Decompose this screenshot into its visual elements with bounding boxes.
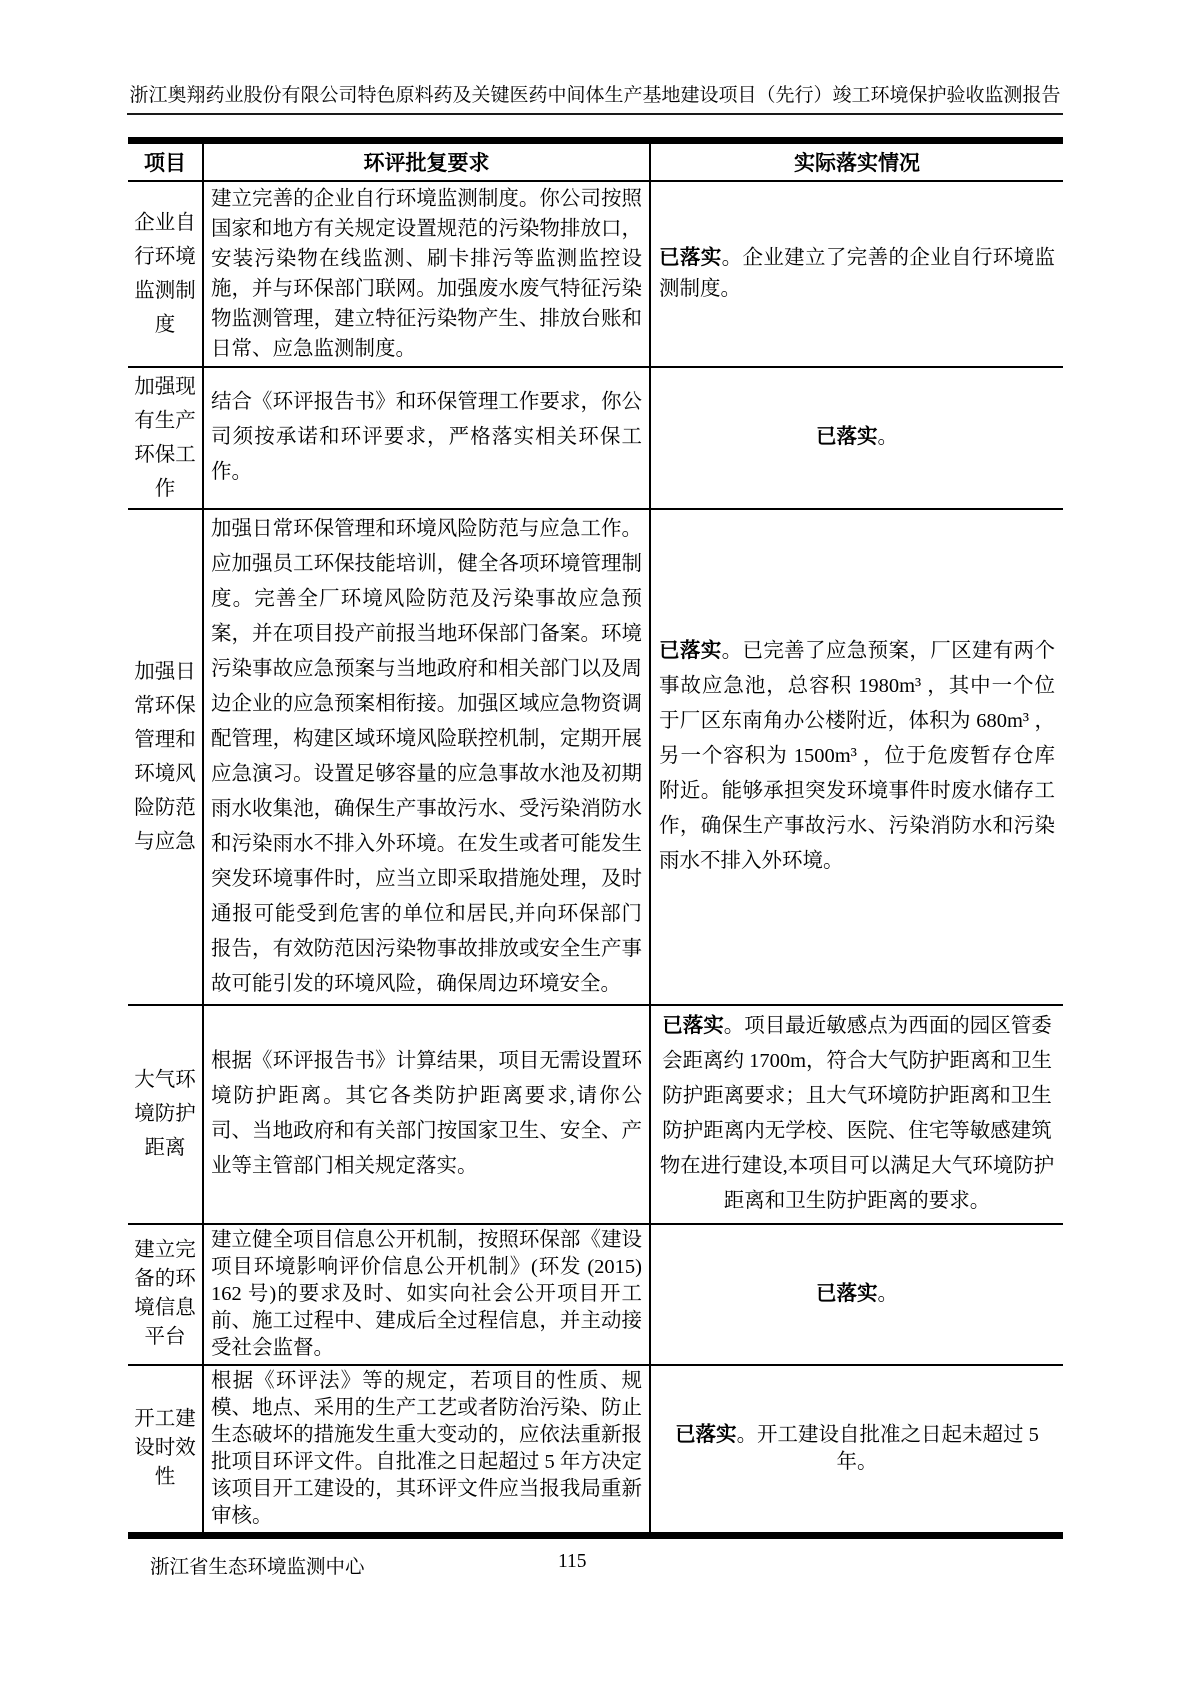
requirement-cell: 建立完善的企业自行环境监测制度。你公司按照国家和地方有关规定设置规范的污染物排放口，安装污染物在线监测、刷卡排污等监测监控设施，并与环保部门联网。加强废水废气特征污染物监测管理，建立特征污染物产生、排放台账和日常、应急监测制度。 bbox=[203, 181, 650, 367]
status-detail: 。已完善了应急预案，厂区建有两个事故应急池，总容积 1980m³ ，其中一个位于厂区东南角办公楼附近，体积为 680m³ ，另一个容积为 1500m³ ，位于危废暂存仓库附近。能够承担突发环境事件时废水储存工作，确保生产事故污水、污染消防水和污染雨水不排入外环境。 bbox=[659, 640, 1056, 872]
status-label: 已落实 bbox=[816, 426, 878, 448]
status-cell bbox=[650, 509, 1063, 1005]
status-label: 已落实 bbox=[816, 1282, 878, 1305]
status-detail: 。项目最近敏感点为西面的园区管委会距离约 1700m，符合大气防护距离和卫生防护距离要求；且大气环境防护距离和卫生防护距离内无学校、医院、住宅等敏感建筑物在进行建设,本项目可以满足大气环境防护距离和卫生防护距离的要求。 bbox=[659, 1015, 1055, 1212]
item-cell: 开工建设时效性 bbox=[128, 1365, 203, 1536]
status-cell bbox=[650, 1005, 1063, 1224]
approval-requirements-table bbox=[128, 137, 1063, 1539]
requirement-cell: 根据《环评法》等的规定，若项目的性质、规模、地点、采用的生产工艺或者防治污染、防止生态破坏的措施发生重大变动的，应依法重新报批项目环评文件。自批准之日起超过 5 年方决定该项目开工建设的，其环评文件应当报我局重新审核。 bbox=[203, 1365, 650, 1536]
table-row bbox=[128, 509, 1063, 1005]
status-cell bbox=[650, 367, 1063, 509]
status-cell bbox=[650, 1365, 1063, 1536]
item-cell: 加强日常环保管理和环境风险防范与应急 bbox=[128, 509, 203, 1005]
table-row bbox=[128, 1005, 1063, 1224]
item-cell: 企业自行环境监测制度 bbox=[128, 181, 203, 367]
status-cell bbox=[650, 181, 1063, 367]
requirement-cell: 根据《环评报告书》计算结果，项目无需设置环境防护距离。其它各类防护距离要求,请你公司、当地政府和有关部门按国家卫生、安全、产业等主管部门相关规定落实。 bbox=[203, 1005, 650, 1224]
page-footer-organization: 浙江省生态环境监测中心 bbox=[150, 1557, 365, 1578]
column-header-item: 项目 bbox=[128, 141, 203, 181]
status-label: 已落实 bbox=[675, 1423, 737, 1446]
column-header-status: 实际落实情况 bbox=[650, 141, 1063, 181]
status-detail: 。企业建立了完善的企业自行环境监测制度。 bbox=[659, 246, 1056, 300]
requirement-cell: 结合《环评报告书》和环保管理工作要求，你公司须按承诺和环评要求，严格落实相关环保工作。 bbox=[203, 367, 650, 509]
status-label: 已落实 bbox=[659, 640, 722, 662]
table-row bbox=[128, 1365, 1063, 1536]
requirement-cell: 建立健全项目信息公开机制，按照环保部《建设项目环境影响评价信息公开机制》(环发 (2015) 162 号)的要求及时、如实向社会公开项目开工前、施工过程中、建成后全过程信息，并主动接受社会监督。 bbox=[203, 1224, 650, 1365]
column-header-requirement: 环评批复要求 bbox=[203, 141, 650, 181]
status-label: 已落实 bbox=[659, 246, 722, 269]
requirement-cell: 加强日常环保管理和环境风险防范与应急工作。应加强员工环保技能培训，健全各项环境管理制度。完善全厂环境风险防范及污染事故应急预案，并在项目投产前报当地环保部门备案。环境污染事故应急预案与当地政府和相关部门以及周边企业的应急预案相衔接。加强区域应急物资调配管理，构建区域环境风险联控机制，定期开展应急演习。设置足够容量的应急事故水池及初期雨水收集池，确保生产事故污水、受污染消防水和污染雨水不排入外环境。在发生或者可能发生突发环境事件时，应当立即采取措施处理，及时通报可能受到危害的单位和居民,并向环保部门报告，有效防范因污染物事故排放或安全生产事故可能引发的环境风险，确保周边环境安全。 bbox=[203, 509, 650, 1005]
status-detail: 。开工建设自批准之日起未超过 5 年。 bbox=[736, 1423, 1039, 1473]
status-cell bbox=[650, 1224, 1063, 1365]
table-row bbox=[128, 367, 1063, 509]
status-detail: 。 bbox=[877, 426, 898, 448]
page-header-title: 浙江奥翔药业股份有限公司特色原料药及关键医药中间体生产基地建设项目（先行）竣工环境保护验收监测报告 bbox=[127, 84, 1063, 115]
item-cell: 建立完备的环境信息平台 bbox=[128, 1224, 203, 1365]
page-footer-page-number: 115 bbox=[558, 1551, 587, 1572]
table-row bbox=[128, 1224, 1063, 1365]
status-label: 已落实 bbox=[662, 1015, 724, 1037]
table-header-row bbox=[128, 141, 1063, 181]
item-cell: 加强现有生产环保工作 bbox=[128, 367, 203, 509]
table-row bbox=[128, 181, 1063, 367]
item-cell: 大气环境防护距离 bbox=[128, 1005, 203, 1224]
status-detail: 。 bbox=[877, 1282, 898, 1305]
